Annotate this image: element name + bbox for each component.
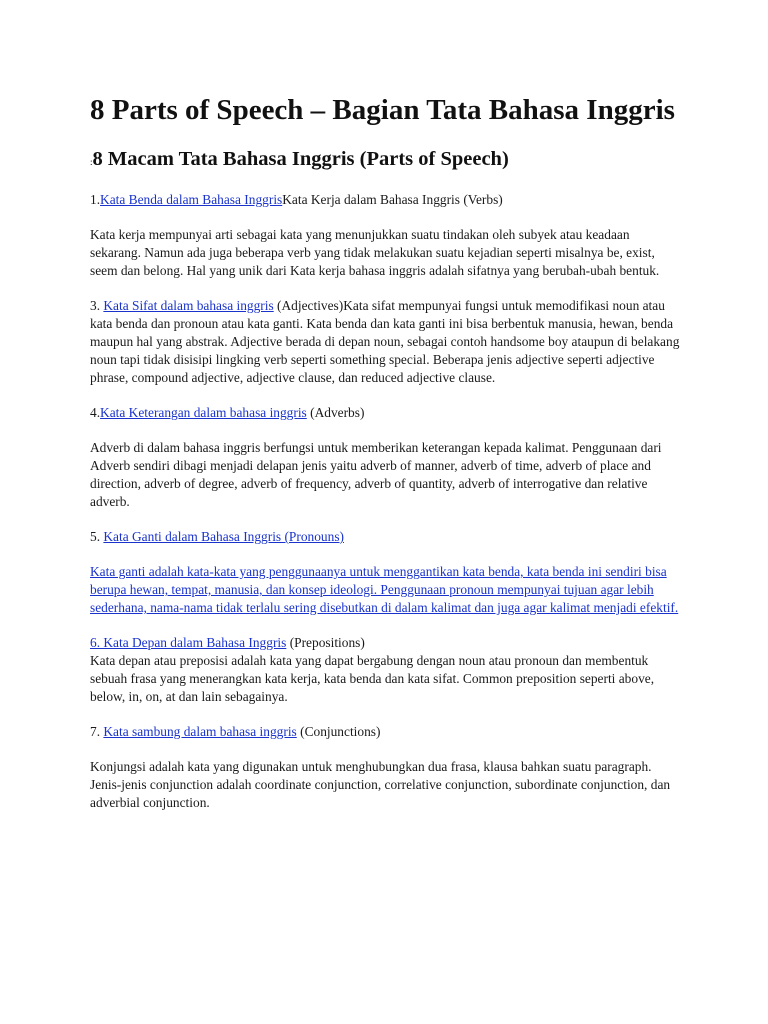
link-kata-benda[interactable]: Kata Benda dalam Bahasa Inggris xyxy=(100,192,283,207)
paragraph-adverbs: Adverb di dalam bahasa inggris berfungsi untuk memberikan keterangan kepada kalimat. Penggunaan dari Adverb sendiri dibagi menjadi delapan jenis yaitu adverb of manner, adverb of time, adverb of place and direction, adverb of degree, adverb of frequency, adverb of quantity, adverb of interrogative dan relative adverb. xyxy=(90,440,662,509)
item-adjectives xyxy=(90,297,680,387)
item-pronouns xyxy=(90,528,680,546)
item-number: 4. xyxy=(90,405,101,420)
item-prepositions xyxy=(90,634,680,652)
page-title: 8 Parts of Speech – Bagian Tata Bahasa Inggris xyxy=(90,94,675,126)
link-pronoun-paragraph[interactable]: Kata ganti adalah kata-kata yang penggunaanya untuk menggantikan kata benda, kata benda ini sendiri bisa berupa hewan, tempat, manusia, dan konsep ideologi. Penggunaan pronoun mempunyai tujuan agar lebih sederhana, nama-nama tidak terlalu sering disebutkan di dalam kalimat dan juga agar kalimat menjadi efektif. xyxy=(90,564,679,615)
link-kata-sifat[interactable]: Kata Sifat dalam bahasa inggris xyxy=(103,298,274,313)
item-number: 7. xyxy=(90,724,104,739)
paragraph-conjunctions: Konjungsi adalah kata yang digunakan untuk menghubungkan dua frasa, klausa bahkan suatu paragraph. Jenis-jenis conjunction adalah coordinate conjunction, correlative conjunction, subordinate conjunction, dan adverbial conjunction. xyxy=(90,759,671,810)
item-text: (Prepositions) xyxy=(286,635,365,650)
document-page xyxy=(90,92,680,829)
section-heading xyxy=(90,146,680,175)
heading-prefix: : xyxy=(90,157,93,167)
item-text: Kata Kerja dalam Bahasa Inggris (Verbs) xyxy=(282,192,503,207)
item-adverbs xyxy=(90,404,680,422)
paragraph-prepositions: Kata depan atau preposisi adalah kata yang dapat bergabung dengan noun atau pronoun dan membentuk sebuah frasa yang menerangkan kata kerja, kata benda dan kata sifat. Common preposition seperti above, below, in, on, at dan lain sebagainya. xyxy=(90,653,655,704)
link-kata-sambung[interactable]: Kata sambung dalam bahasa inggris xyxy=(103,724,297,739)
link-kata-keterangan[interactable]: Kata Keterangan dalam bahasa inggris xyxy=(100,405,307,420)
section-heading-text: 8 Macam Tata Bahasa Inggris (Parts of Speech) xyxy=(92,148,509,170)
item-number: 5. xyxy=(90,529,104,544)
item-number: 1. xyxy=(90,192,101,207)
link-kata-ganti[interactable]: Kata Ganti dalam Bahasa Inggris (Pronouns) xyxy=(103,529,344,544)
item-text: (Adjectives)Kata sifat mempunyai fungsi untuk memodifikasi noun atau kata benda dan pronoun atau kata ganti. Kata benda dan kata ganti ini bisa berbentuk manusia, hewan, benda maupun hal yang abstrak. Adjective berada di depan noun, sebagai contoh handsome boy ataupun di belakang noun tapi tidak disisipi lingking verb seperti something special. Beberapa jenis adjective seperti adjective phrase, compound adjective, adjective clause, dan reduced adjective clause. xyxy=(90,298,680,385)
item-text: (Conjunctions) xyxy=(296,724,381,739)
item-number: 3. xyxy=(90,298,104,313)
item-text: (Adverbs) xyxy=(306,405,365,420)
item-verbs xyxy=(90,191,680,209)
item-conjunctions xyxy=(90,723,680,741)
paragraph-pronouns xyxy=(90,563,680,617)
link-kata-depan[interactable]: 6. Kata Depan dalam Bahasa Inggris xyxy=(90,635,287,650)
paragraph-verbs: Kata kerja mempunyai arti sebagai kata yang menunjukkan suatu tindakan oleh subyek atau keadaan sekarang. Namun ada juga beberapa verb yang tidak melakukan suatu kejadian seperti misalnya be, exist, seem dan belong. Hal yang unik dari Kata kerja bahasa inggris adalah sifatnya yang berubah-ubah bentuk. xyxy=(90,227,660,278)
